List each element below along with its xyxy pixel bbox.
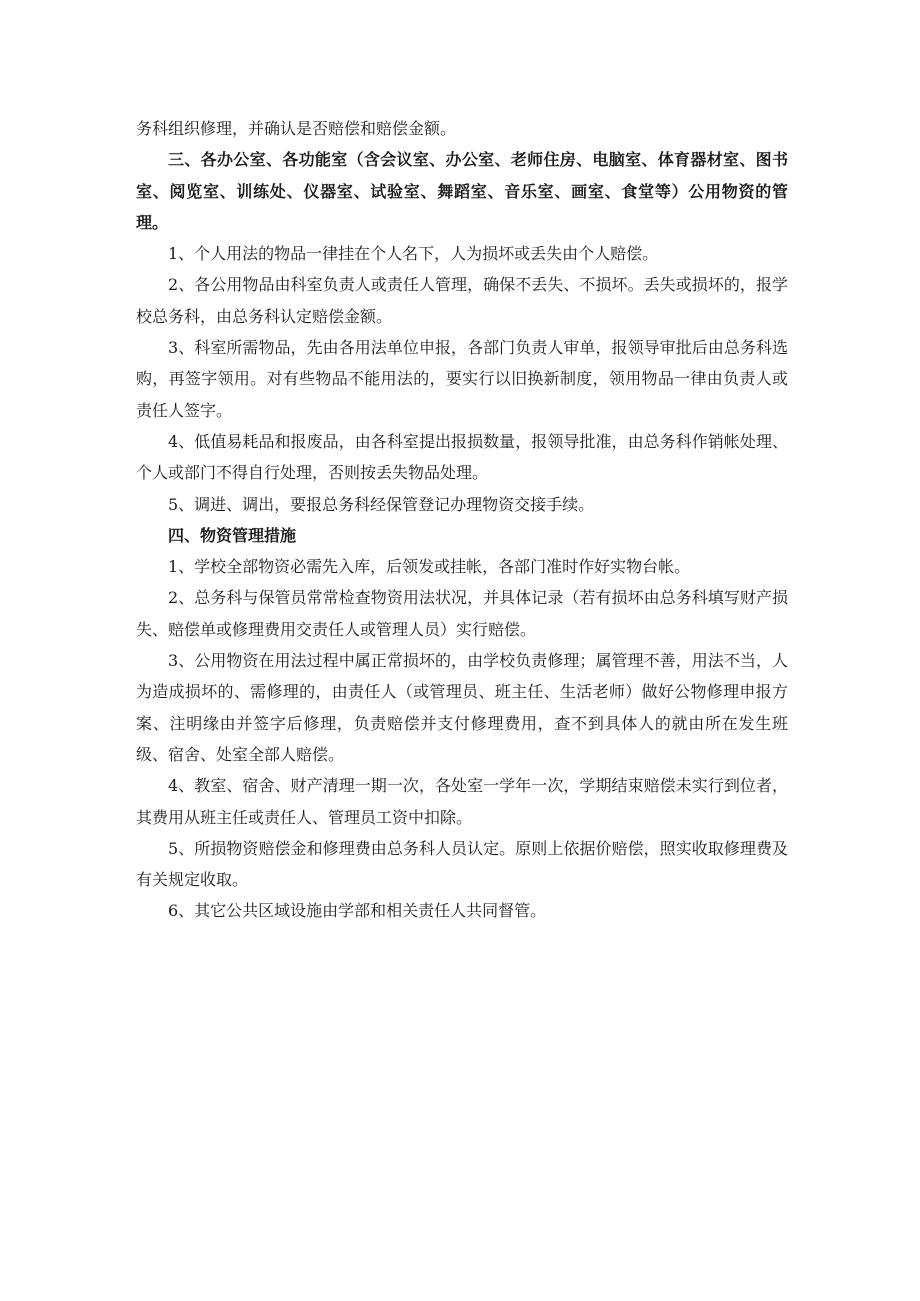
section-heading-4: 四、物资管理措施 <box>168 525 297 545</box>
section-4-item-6: 6、其它公共区域设施由学部和相关责任人共同督管。 <box>168 901 547 921</box>
section-3-item-4: 4、低值易耗品和报废品，由各科室提出报损数量，报领导批准，由总务科作销帐处理、个人或部门不得自行处理，否则按丢失物品处理。 <box>136 431 788 483</box>
document-body <box>136 113 788 927</box>
section-3-item-3: 3、科室所需物品，先由各用法单位申报，各部门负责人审单，报领导审批后由总务科选购，再签字领用。对有些物品不能用法的，要实行以旧换新制度，领用物品一律由负责人或责任人签字。 <box>136 338 788 420</box>
section-3-item-5: 5、调进、调出，要报总务科经保管登记办理物资交接手续。 <box>168 494 595 514</box>
section-3-item-2: 2、各公用物品由科室负责人或责任人管理，确保不丢失、不损坏。丢失或损坏的，报学校总务科，由总务科认定赔偿金额。 <box>136 275 788 326</box>
section-4-item-2: 2、总务科与保管员常常检查物资用法状况，并具体记录（若有损坏由总务科填写财产损失、赔偿单或修理费用交责任人或管理人员）实行赔偿。 <box>136 588 788 639</box>
section-heading-3: 三、各办公室、各功能室（含会议室、办公室、老师住房、电脑室、体育器材室、图书室、阅览室、训练处、仪器室、试验室、舞蹈室、音乐室、画室、食堂等）公用物资的管理。 <box>136 150 788 232</box>
section-3-item-1: 1、个人用法的物品一律挂在个人名下，人为损坏或丢失由个人赔偿。 <box>168 244 659 264</box>
section-4-item-3: 3、公用物资在用法过程中属正常损坏的，由学校负责修理；属管理不善，用法不当，人为造成损坏的、需修理的，由责任人（或管理员、班主任、生活老师）做好公物修理申报方案、注明缘由并签字后修理，负责赔偿并支付修理费用，查不到具体人的就由所在发生班级、宿舍、处室全部人赔偿。 <box>136 651 788 764</box>
section-4-item-5: 5、所损物资赔偿金和修理费由总务科人员认定。原则上依据价赔偿，照实收取修理费及有关规定收取。 <box>136 838 788 890</box>
paragraph-continuation: 务科组织修理，并确认是否赔偿和赔偿金额。 <box>136 119 457 138</box>
section-4-item-4: 4、教室、宿舍、财产清理一期一次，各处室一学年一次，学期结束赔偿未实行到位者，其费用从班主任或责任人、管理员工资中扣除。 <box>136 776 788 827</box>
section-4-item-1: 1、学校全部物资必需先入库，后领发或挂帐，各部门准时作好实物台帐。 <box>168 557 691 577</box>
